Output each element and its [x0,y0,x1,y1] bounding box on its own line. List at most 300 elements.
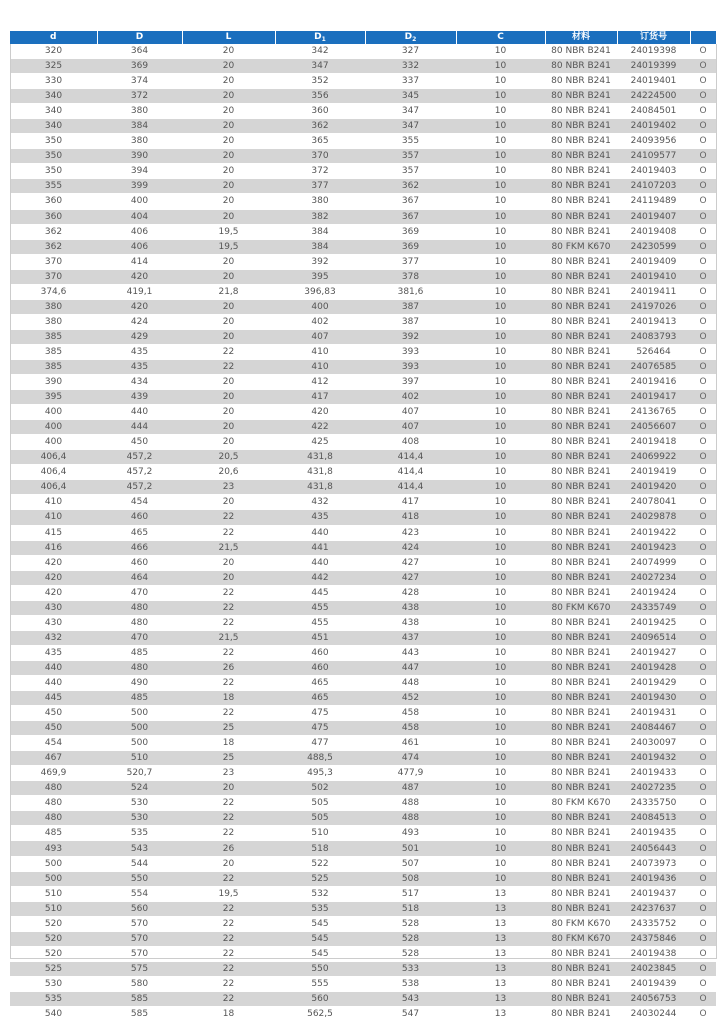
cell-d: 410 [44,497,63,508]
cell-D1: 432 [311,497,329,508]
cell-material: 80 NBR B241 [545,299,617,314]
cell-D2: 418 [365,510,456,525]
cell-D2: 443 [401,647,420,658]
table-row [10,284,716,299]
cell-D2: 474 [365,751,456,766]
cell-material: 80 NBR B241 [551,286,611,297]
table-row [10,59,716,74]
cell-C: 13 [456,901,545,916]
cell-L: 22 [182,359,275,374]
cell-C: 10 [456,209,545,224]
table-row [10,645,716,660]
cell-L: 22 [182,961,275,976]
cell-C: 10 [456,89,545,104]
cell-D: 419,1 [126,286,153,297]
table-row [10,239,716,254]
cell-D: 470 [97,630,182,645]
cell-order-no: 24019408 [630,226,677,237]
table-row [10,1007,716,1022]
cell-D1: 422 [275,420,365,435]
cell-L: 20 [182,299,275,314]
table-row [10,946,716,961]
circle-outline-icon: O [690,269,716,284]
cell-d: 325 [10,59,97,74]
cell-D1: 377 [275,179,365,194]
circle-outline-icon: O [690,209,716,224]
cell-d: 360 [10,209,97,224]
cell-D2: 402 [365,390,456,405]
cell-order-no: 24019416 [630,377,677,388]
table-row [10,465,716,480]
cell-material: 80 NBR B241 [545,209,617,224]
cell-D2: 547 [401,1009,420,1020]
cell-D: 485 [130,647,149,658]
cell-C: 10 [494,708,507,719]
cell-D2: 337 [401,76,420,87]
cell-D1: 440 [311,557,329,568]
table-row [10,344,716,359]
cell-d: 420 [44,587,63,598]
cell-L: 22 [182,811,275,826]
cell-D1: 505 [311,798,329,809]
cell-material: 80 NBR B241 [551,738,611,749]
cell-D: 520,7 [126,768,153,779]
table-row [10,781,716,796]
cell-order-no: 24019427 [630,647,677,658]
cell-material: 80 NBR B241 [551,346,611,357]
cell-material: 80 NBR B241 [545,510,617,525]
cell-D: 450 [130,437,149,448]
cell-D: 570 [130,948,149,959]
table-row [10,615,716,630]
cell-L: 19,5 [218,888,239,899]
circle-outline-icon: O [699,497,707,508]
table-row [10,224,716,239]
table-row [10,329,716,344]
table-row [10,766,716,781]
cell-D: 439 [97,390,182,405]
cell-material: 80 NBR B241 [545,149,617,164]
cell-order-no: 24237637 [617,901,690,916]
header-D: D [97,31,182,44]
cell-C: 10 [456,480,545,495]
cell-order-no: 24019422 [630,527,677,538]
cell-material: 80 NBR B241 [545,390,617,405]
cell-material: 80 NBR B241 [551,46,611,57]
cell-C: 10 [494,828,507,839]
cell-C: 10 [494,346,507,357]
cell-D: 500 [130,708,149,719]
cell-D2: 397 [401,377,420,388]
cell-C: 13 [494,918,507,929]
cell-d: 416 [10,540,97,555]
cell-D: 384 [97,119,182,134]
cell-L: 20 [182,119,275,134]
header-order-no: 订货号 [617,31,690,44]
cell-d: 485 [44,828,63,839]
cell-C: 13 [494,978,507,989]
cell-order-no: 24019420 [617,480,690,495]
cell-D2: 423 [401,527,420,538]
cell-D1: 352 [311,76,329,87]
header-material: 材料 [545,31,617,44]
circle-outline-icon: O [690,299,716,314]
cell-material: 80 NBR B241 [551,587,611,598]
cell-C: 10 [456,570,545,585]
cell-order-no: 24019410 [617,269,690,284]
cell-L: 20 [222,377,235,388]
circle-outline-icon: O [690,510,716,525]
cell-D1: 445 [311,587,329,598]
cell-D: 424 [130,316,149,327]
table-row [10,886,716,901]
cell-D1: 342 [311,46,329,57]
cell-material: 80 NBR B241 [545,961,617,976]
cell-C: 10 [494,647,507,658]
cell-material: 80 NBR B241 [545,59,617,74]
cell-D: 394 [130,166,149,177]
cell-D1: 475 [275,721,365,736]
cell-material: 80 NBR B241 [545,89,617,104]
cell-D1: 562,5 [307,1009,333,1020]
cell-material: 80 NBR B241 [551,888,611,899]
header-D1-sub: 1 [321,36,326,43]
cell-D: 406 [130,226,149,237]
cell-d: 480 [44,798,63,809]
cell-C: 10 [494,677,507,688]
cell-D2: 438 [401,617,420,628]
cell-D1: 395 [275,269,365,284]
circle-outline-icon: O [690,540,716,555]
table-row [10,751,716,766]
cell-d: 385 [10,359,97,374]
cell-d: 510 [10,901,97,916]
circle-outline-icon: O [699,106,707,117]
table-row [10,691,716,706]
cell-D1: 475 [311,708,329,719]
cell-order-no: 24069922 [617,450,690,465]
cell-D: 374 [130,76,149,87]
cell-d: 450 [10,721,97,736]
cell-C: 10 [456,450,545,465]
circle-outline-icon: O [699,617,707,628]
cell-D1: 465 [311,677,329,688]
cell-D1: 417 [275,390,365,405]
cell-d: 467 [10,751,97,766]
circle-outline-icon: O [690,811,716,826]
cell-D1: 347 [275,59,365,74]
cell-D1: 396,83 [304,286,336,297]
cell-L: 18 [222,1009,235,1020]
cell-order-no: 526464 [636,346,671,357]
cell-order-no: 24019399 [617,59,690,74]
circle-outline-icon: O [690,450,716,465]
cell-C: 10 [456,420,545,435]
cell-D2: 501 [365,841,456,856]
header-d: d [10,31,97,44]
cell-D: 435 [97,359,182,374]
cell-material: 80 NBR B241 [551,527,611,538]
cell-C: 10 [494,46,507,57]
cell-d: 440 [10,660,97,675]
circle-outline-icon: O [699,226,707,237]
cell-material: 80 NBR B241 [545,359,617,374]
cell-order-no: 24019403 [630,166,677,177]
cell-D: 510 [97,751,182,766]
cell-D: 400 [130,196,149,207]
circle-outline-icon: O [690,390,716,405]
cell-D: 380 [130,136,149,147]
table-row [10,269,716,284]
circle-outline-icon: O [690,329,716,344]
table-row [10,104,716,119]
cell-order-no: 24019425 [630,617,677,628]
circle-outline-icon: O [699,467,707,478]
cell-D1: 370 [275,149,365,164]
table-row [10,450,716,465]
cell-order-no: 24230599 [617,239,690,254]
cell-D1: 356 [275,89,365,104]
table-row [10,44,716,59]
cell-D2: 378 [365,269,456,284]
circle-outline-icon: O [699,798,707,809]
table-row [10,976,716,991]
cell-L: 20 [182,781,275,796]
cell-D: 580 [130,978,149,989]
cell-C: 10 [494,557,507,568]
cell-D2: 355 [401,136,420,147]
cell-L: 22 [222,677,235,688]
cell-d: 362 [10,239,97,254]
cell-C: 10 [494,858,507,869]
cell-material: 80 NBR B241 [545,691,617,706]
cell-D1: 431,8 [275,480,365,495]
cell-order-no: 24030244 [630,1009,677,1020]
cell-D2: 533 [365,961,456,976]
cell-C: 10 [494,738,507,749]
cell-order-no: 24084501 [630,106,677,117]
header-row [10,31,716,44]
cell-D: 560 [97,901,182,916]
circle-outline-icon: O [699,377,707,388]
table-row [10,570,716,585]
cell-C: 10 [456,811,545,826]
cell-material: 80 NBR B241 [545,991,617,1006]
cell-D: 435 [130,346,149,357]
cell-L: 20,5 [182,450,275,465]
table-row [10,420,716,435]
cell-D1: 435 [275,510,365,525]
table-row [10,194,716,209]
table-row [10,359,716,374]
cell-material: 80 NBR B241 [551,106,611,117]
cell-L: 22 [222,828,235,839]
cell-D2: 327 [401,46,420,57]
cell-C: 10 [494,768,507,779]
cell-order-no: 24019437 [630,888,677,899]
cell-D2: 493 [401,828,420,839]
cell-D2: 487 [365,781,456,796]
cell-order-no: 24019428 [617,660,690,675]
cell-d: 406,4 [40,467,67,478]
cell-C: 10 [456,390,545,405]
cell-L: 20 [222,46,235,57]
cell-d: 400 [44,407,63,418]
cell-d: 380 [44,316,63,327]
cell-material: 80 NBR B241 [545,841,617,856]
cell-L: 21,8 [218,286,239,297]
cell-material: 80 NBR B241 [551,497,611,508]
cell-D2: 543 [365,991,456,1006]
cell-D1: 535 [275,901,365,916]
cell-C: 10 [456,721,545,736]
cell-C: 10 [494,76,507,87]
table-row [10,796,716,811]
cell-material: 80 NBR B241 [545,540,617,555]
cell-L: 23 [222,768,235,779]
cell-order-no: 24056443 [617,841,690,856]
cell-C: 10 [456,329,545,344]
cell-C: 10 [456,630,545,645]
cell-order-no: 24019430 [617,691,690,706]
header-L: L [182,31,275,44]
cell-d: 420 [10,570,97,585]
circle-outline-icon: O [699,1009,707,1020]
cell-order-no: 24076585 [617,359,690,374]
cell-D1: 440 [311,527,329,538]
circle-outline-icon: O [699,346,707,357]
cell-order-no: 24019423 [617,540,690,555]
cell-material: 80 NBR B241 [551,617,611,628]
cell-order-no: 24019432 [617,751,690,766]
cell-C: 10 [456,660,545,675]
circle-outline-icon: O [699,286,707,297]
table-body [10,44,716,1022]
table-row [10,149,716,164]
cell-D2: 517 [401,888,420,899]
cell-D: 444 [97,420,182,435]
cell-D1: 431,8 [307,467,333,478]
table-row [10,916,716,931]
cell-material: 80 NBR B241 [545,329,617,344]
table-row [10,525,716,540]
cell-D2: 387 [365,299,456,314]
cell-D2: 458 [401,708,420,719]
cell-order-no: 24093956 [630,136,677,147]
cell-D2: 428 [401,587,420,598]
cell-order-no: 24084513 [617,811,690,826]
circle-outline-icon: O [699,768,707,779]
cell-D: 524 [97,781,182,796]
cell-C: 10 [494,497,507,508]
cell-d: 385 [44,346,63,357]
cell-L: 20 [182,329,275,344]
cell-d: 320 [44,46,63,57]
cell-order-no: 24109577 [617,149,690,164]
cell-order-no: 24019439 [630,978,677,989]
cell-D1: 451 [275,630,365,645]
circle-outline-icon: O [699,527,707,538]
header-D2 [365,31,456,44]
cell-D: 466 [97,540,182,555]
circle-outline-icon: O [699,557,707,568]
cell-d: 525 [10,961,97,976]
cell-D1: 545 [311,948,329,959]
cell-D2: 447 [365,660,456,675]
cell-d: 445 [10,691,97,706]
cell-D2: 538 [401,978,420,989]
cell-order-no: 24073973 [630,858,677,869]
cell-D1: 465 [275,691,365,706]
table-row [10,961,716,976]
cell-D2: 518 [365,901,456,916]
cell-order-no: 24083793 [617,329,690,344]
cell-D2: 357 [365,149,456,164]
table-row [10,675,716,690]
cell-material: 80 NBR B241 [551,437,611,448]
cell-L: 22 [182,600,275,615]
cell-D1: 545 [311,918,329,929]
cell-D1: 488,5 [275,751,365,766]
cell-d: 450 [44,708,63,719]
cell-C: 10 [456,510,545,525]
cell-L: 22 [222,918,235,929]
circle-outline-icon: O [690,359,716,374]
cell-D2: 424 [365,540,456,555]
cell-D2: 393 [401,346,420,357]
cell-C: 10 [456,119,545,134]
cell-D1: 525 [275,871,365,886]
cell-D1: 532 [311,888,329,899]
cell-D2: 377 [401,256,420,267]
cell-D2: 508 [365,871,456,886]
cell-d: 350 [44,136,63,147]
cell-D: 550 [97,871,182,886]
cell-D2: 528 [401,918,420,929]
cell-order-no: 24375846 [617,931,690,946]
circle-outline-icon: O [699,136,707,147]
cell-D1: 410 [275,359,365,374]
circle-outline-icon: O [690,660,716,675]
table-row [10,706,716,721]
cell-D2: 393 [365,359,456,374]
cell-d: 400 [10,420,97,435]
cell-C: 10 [494,286,507,297]
table-row [10,871,716,886]
table-row [10,721,716,736]
cell-C: 10 [494,256,507,267]
cell-material: 80 NBR B241 [551,226,611,237]
cell-material: 80 NBR B241 [551,858,611,869]
header-D2-sub: 2 [412,36,417,43]
cell-D1: 410 [311,346,329,357]
cell-D: 429 [97,329,182,344]
cell-d: 480 [10,781,97,796]
cell-material: 80 NBR B241 [551,978,611,989]
cell-D: 544 [130,858,149,869]
cell-C: 10 [494,798,507,809]
cell-C: 10 [494,377,507,388]
circle-outline-icon: O [699,677,707,688]
cell-L: 18 [222,738,235,749]
cell-D: 570 [130,918,149,929]
cell-L: 20 [222,497,235,508]
cell-order-no: 24019402 [617,119,690,134]
cell-d: 340 [44,106,63,117]
cell-order-no: 24019436 [617,871,690,886]
table-row [10,585,716,600]
cell-D1: 412 [311,377,329,388]
